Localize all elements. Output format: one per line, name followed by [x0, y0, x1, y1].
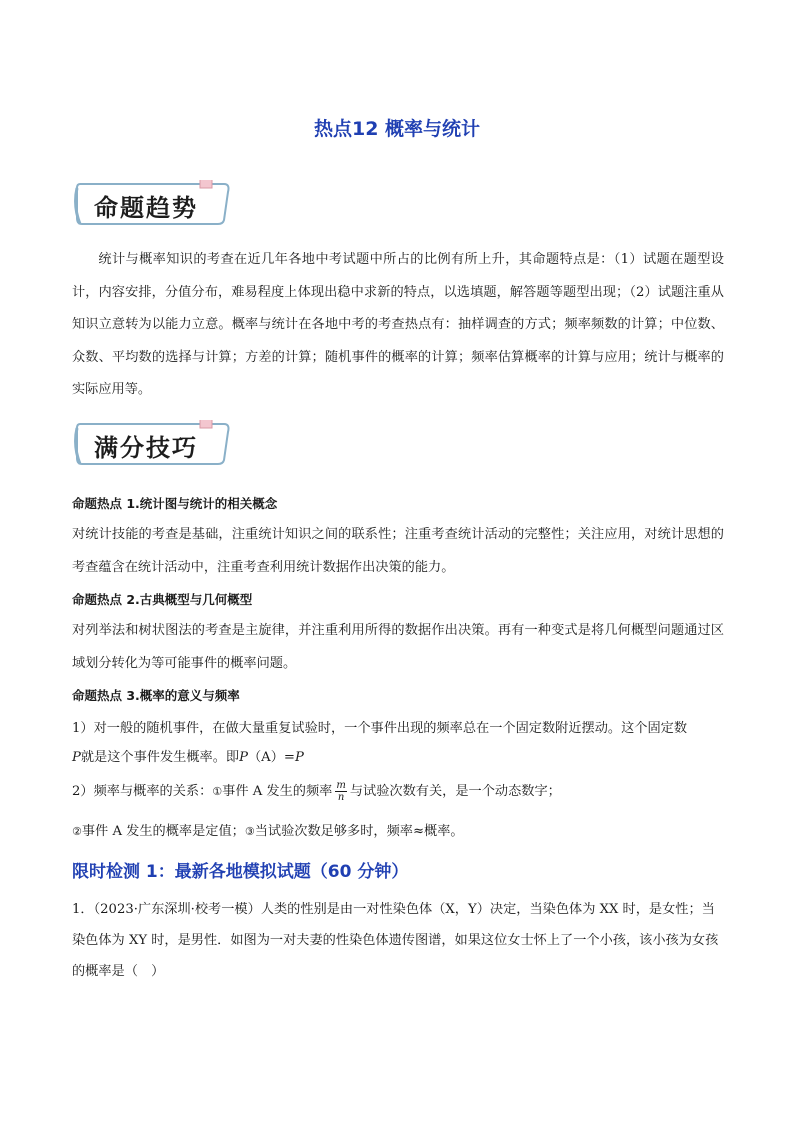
circled-number-2: ② [72, 825, 82, 838]
question-1: 1．（2023·广东深圳·校考一模）人类的性别是由一对性染色体（X，Y）决定，当染色体为 XX 时，是女性；当染色体为 XY 时，是男性．如图为一对夫妻的性染色体遗传图谱，如果这位女士怀上了一个小孩，该小孩为女孩的概率是（ ） [72, 902, 719, 979]
circled-number-3: ③ [244, 825, 255, 838]
paragraph-topic-1: 对统计技能的考查是基础，注重统计知识之间的联系性；注重考查统计活动的完整性；关注应用，对统计思想的考查蕴含在统计活动中，注重考查利用统计数据作出决策的能力。 [72, 527, 724, 575]
heading-topic-3: 命题热点 3.概率的意义与频率 [72, 688, 240, 703]
text: 事件 A 发生的概率是定值； [81, 824, 245, 839]
p-symbol: P [239, 750, 248, 765]
section-title-test-1: 限时检测 1：最新各地模拟试题（60 分钟） [72, 862, 409, 882]
page-title: 热点12 概率与统计 [313, 118, 481, 140]
paragraph-topic-2: 对列举法和树状图法的考查是主旋律，并注重利用所得的数据作出决策。再有一种变式是将几何概型问题通过区域划分转化为等可能事件的概率问题。 [72, 623, 724, 671]
banner-trend [74, 180, 232, 226]
banner-trend-label: 命题趋势 [94, 193, 198, 222]
text: 事件 A 发生的频率 [222, 784, 333, 799]
fraction-m-over-n [335, 780, 346, 803]
text: （A）= [248, 750, 295, 765]
fraction-numerator: m [336, 780, 346, 791]
p-symbol: P [294, 750, 304, 765]
banner-skills-label: 满分技巧 [94, 433, 198, 462]
topic-3-line-4 [72, 820, 732, 839]
circled-number-1: ① [212, 785, 223, 798]
topic-3-line-2 [72, 746, 732, 765]
text: 2）频率与概率的关系： [72, 784, 213, 799]
banner-skills [74, 420, 232, 466]
heading-topic-2: 命题热点 2.古典概型与几何概型 [72, 592, 253, 607]
text: 与试验次数有关，是一个动态数字； [349, 784, 561, 799]
fraction-denominator: n [337, 792, 345, 803]
intro-paragraph: 统计与概率知识的考查在近几年各地中考试题中所占的比例有所上升，其命题特点是：（1）试题在题型设计，内容安排，分值分布，难易程度上体现出稳中求新的特点，以选填题，解答题等题型出现；（2）试题注重从知识立意转为以能力立意。概率与统计在各地中考的考查热点有：抽样调查的方式；频率频数的计算；中位数、众数、平均数的选择与计算；方差的计算；随机事件的概率的计算；频率估算概率的计算与应用；统计与概率的实际应用等。 [72, 252, 724, 397]
heading-topic-1: 命题热点 1.统计图与统计的相关概念 [72, 496, 278, 511]
topic-3-line-1: 1）对一般的随机事件，在做大量重复试验时，一个事件出现的频率总在一个固定数附近摆动。这个固定数 [72, 721, 688, 736]
p-symbol: P [72, 750, 81, 765]
text: 就是这个事件发生概率。即 [80, 750, 240, 765]
topic-3-line-3 [72, 780, 732, 803]
text: 当试验次数足够多时，频率≈概率。 [254, 824, 464, 839]
